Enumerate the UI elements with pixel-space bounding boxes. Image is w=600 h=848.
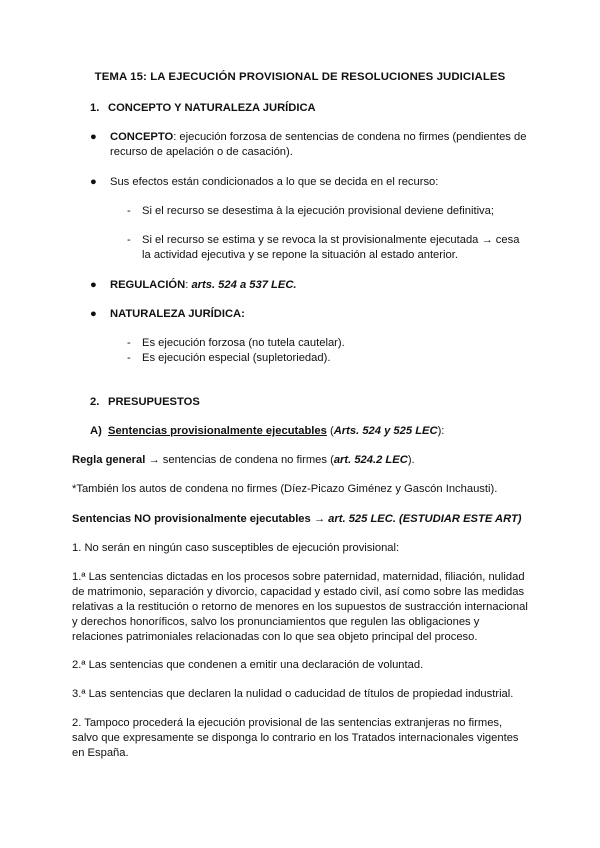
tambien-note: *También los autos de condena no firmes (Díez-Picazo Giménez y Gascón Inchausti). (72, 483, 498, 495)
regla-label: Regla general (72, 454, 146, 466)
paragraph-1b: 2.ª Las sentencias que condenen a emitir una declaración de voluntad. (72, 659, 424, 671)
naturaleza-bullet (90, 307, 245, 322)
paragraph-1a-line: de matrimonio, separación y divorcio, capacidad y estado civil, así como sobre las medidas (72, 586, 525, 598)
subsection-a-ref: Arts. 524 y 525 LEC (333, 425, 438, 437)
naturaleza-item-1-text: Es ejecución forzosa (no tutela cautelar). (142, 337, 345, 349)
dash-icon: - (127, 337, 131, 349)
regulacion-sep: : (185, 279, 192, 291)
no-ejecutables-arrow: → (310, 513, 329, 525)
paragraph-2-line: 2. Tampoco procederá la ejecución provisional de las sentencias extranjeras no firmes, (72, 717, 503, 729)
bullet-icon: ● (90, 279, 97, 291)
section-1-number: 1. (90, 102, 100, 114)
concepto-bullet (90, 130, 540, 145)
naturaleza-item-1 (127, 336, 345, 351)
no-ejecutables-heading (72, 512, 522, 527)
efectos-item-2-text-2: la actividad ejecutiva y se repone la situación al estado anterior. (142, 249, 458, 261)
paragraph-1c: 3.ª Las sentencias que declaren la nulidad o caducidad de títulos de propiedad industrial. (72, 688, 514, 700)
regla-text: → sentencias de condena no firmes ( (145, 454, 334, 466)
subsection-a-open: ( (326, 425, 334, 437)
paragraph-1a-line: relaciones patrimoniales relacionadas con lo que sea objeto principal del proceso. (72, 631, 478, 643)
bullet-icon: ● (90, 131, 97, 143)
bullet-icon: ● (90, 176, 97, 188)
paragraph-1a-line: 1.ª Las sentencias dictadas en los procesos sobre paternidad, maternidad, filiación, nulidad (72, 571, 525, 583)
efectos-item-2 (127, 233, 519, 248)
regulacion-label: REGULACIÓN (110, 279, 186, 291)
efectos-item-1 (127, 204, 494, 219)
concepto-text-2: recurso de apelación o de casación). (110, 146, 293, 158)
efectos-bullet (90, 175, 438, 190)
regulacion-value: arts. 524 a 537 LEC. (191, 279, 297, 291)
paragraph-1a-line: y derechos honoríficos, salvo los pronunciamientos que regulen las obligaciones y (72, 616, 480, 628)
dash-icon: - (127, 352, 131, 364)
paragraph-1: 1. No serán en ningún caso susceptibles de ejecución provisional: (72, 542, 400, 554)
concepto-label: CONCEPTO (110, 131, 174, 143)
naturaleza-item-2-text: Es ejecución especial (supletoriedad). (142, 352, 331, 364)
paragraph-2-line: en España. (72, 747, 129, 759)
page-title: TEMA 15: LA EJECUCIÓN PROVISIONAL DE RESOLUCIONES JUDICIALES (94, 71, 506, 83)
concepto-text-1: : ejecución forzosa de sentencias de condena no firmes (pendientes de (173, 131, 527, 143)
regla-close: ). (407, 454, 415, 466)
naturaleza-label: NATURALEZA JURÍDICA: (110, 308, 245, 320)
paragraph-2-line: salvo que expresamente se disponga lo contrario en los Tratados internacionales vigentes (72, 732, 519, 744)
paragraph-1a-line: relativas a la restitución o retorno de menores en los supuestos de sustracción internacional (72, 601, 528, 613)
naturaleza-item-2 (127, 351, 330, 366)
regla-general (72, 453, 415, 468)
efectos-item-2-text-1: Si el recurso se estima y se revoca la st provisionalmente ejecutada → cesa (142, 234, 520, 246)
section-1-title: CONCEPTO Y NATURALEZA JURÍDICA (108, 102, 316, 114)
paragraph-1a (72, 570, 528, 645)
section-2-heading (90, 395, 200, 410)
no-ejecutables-ref: art. 525 LEC. (ESTUDIAR ESTE ART) (328, 513, 522, 525)
dash-icon: - (127, 234, 131, 246)
section-2-number: 2. (90, 396, 100, 408)
section-2-title: PRESUPUESTOS (108, 396, 200, 408)
efectos-text: Sus efectos están condicionados a lo que se decida en el recurso: (110, 176, 439, 188)
efectos-item-1-text: Si el recurso se desestima à la ejecución provisional deviene definitiva; (142, 205, 494, 217)
subsection-a-title: Sentencias provisionalmente ejecutables (108, 425, 327, 437)
section-1-heading (90, 101, 316, 116)
subsection-a-close: ): (437, 425, 445, 437)
dash-icon: - (127, 205, 131, 217)
regla-ref: art. 524.2 LEC (333, 454, 408, 466)
paragraph-2 (72, 716, 519, 761)
no-ejecutables-label: Sentencias NO provisionalmente ejecutables (72, 513, 311, 525)
subsection-a-letter: A) (90, 425, 102, 437)
bullet-icon: ● (90, 308, 97, 320)
subsection-a-heading (90, 424, 444, 439)
regulacion-bullet (90, 278, 297, 293)
